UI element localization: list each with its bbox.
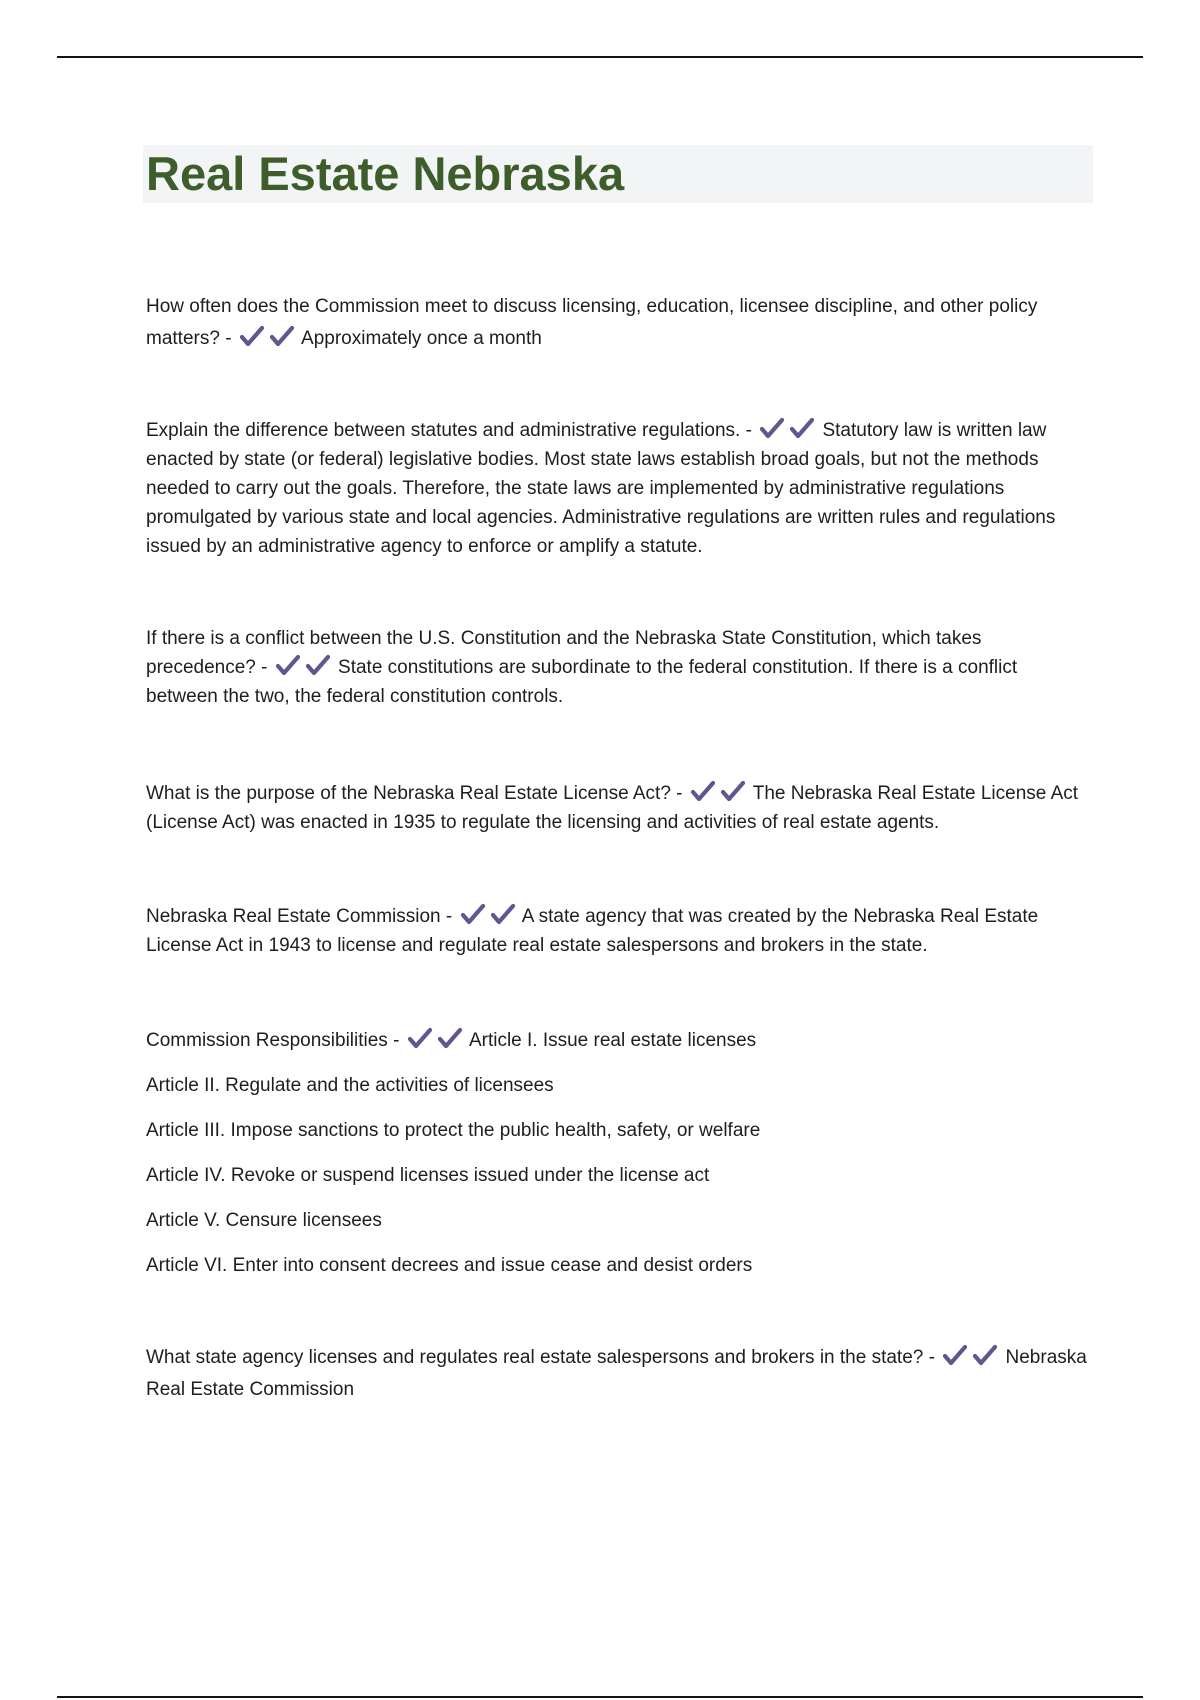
article-item: Article IV. Revoke or suspend licenses issued under the license act (146, 1165, 710, 1186)
check-mark-icon (239, 325, 265, 347)
question-text: Nebraska Real Estate Commission - (146, 906, 453, 927)
qa-item (146, 291, 1091, 355)
check-mark-icon (942, 1344, 968, 1366)
bottom-rule (57, 1696, 1143, 1698)
check-mark-icon (759, 417, 785, 439)
question-text: If there is a conflict between the U.S. Constitution and the Nebraska State Constitution, which takes precedence? - (146, 628, 982, 678)
check-mark-icon (275, 654, 301, 676)
answer-text: Approximately once a month (301, 328, 542, 349)
question-text: What is the purpose of the Nebraska Real Estate License Act? - (146, 783, 683, 804)
answer-text: State constitutions are subordinate to the federal constitution. If there is a conflict between the two, the federal constitution controls. (146, 657, 1018, 707)
check-mark-icon (720, 780, 746, 802)
qa-item (146, 1026, 1091, 1055)
check-mark-icon (305, 654, 331, 676)
check-mark-icon (460, 903, 486, 925)
check-mark-icon (269, 325, 295, 347)
answer-text: Statutory law is written law enacted by state (or federal) legislative bodies. Most state laws establish broad goals, but not the methods needed to carry out the goals. Therefore, the state laws are implemented by administrative regulations promulgated by various state and local agencies. Administrative regulations are written rules and regulations issued by an administrative agency to enforce or amplify a statute. (146, 420, 1056, 557)
qa-item (146, 902, 1091, 960)
answer-text: Nebraska Real Estate Commission (146, 1347, 1087, 1400)
article-item: Article V. Censure licensees (146, 1210, 382, 1231)
qa-item (146, 779, 1091, 837)
check-mark-icon (972, 1344, 998, 1366)
check-mark-icon (789, 417, 815, 439)
qa-item (146, 624, 1091, 711)
question-text: How often does the Commission meet to discuss licensing, education, licensee discipline, and other policy matters? - (146, 296, 1038, 349)
answer-text: Article I. Issue real estate licenses (468, 1030, 757, 1051)
check-mark-icon (690, 780, 716, 802)
answer-text: The Nebraska Real Estate License Act (License Act) was enacted in 1935 to regulate the licensing and activities of real estate agents. (146, 783, 1079, 833)
answer-text: A state agency that was created by the Nebraska Real Estate License Act in 1943 to license and regulate real estate salespersons and brokers in the state. (146, 906, 1039, 956)
article-item: Article II. Regulate and the activities of licensees (146, 1075, 554, 1096)
check-mark-icon (407, 1027, 433, 1049)
top-rule (57, 56, 1143, 58)
question-text: Commission Responsibilities - (146, 1030, 400, 1051)
question-text: What state agency licenses and regulates real estate salespersons and brokers in the state? - (146, 1347, 935, 1368)
question-text: Explain the difference between statutes and administrative regulations. - (146, 420, 752, 441)
qa-item (146, 416, 1091, 561)
check-mark-icon (490, 903, 516, 925)
article-item: Article III. Impose sanctions to protect the public health, safety, or welfare (146, 1120, 761, 1141)
article-item: Article VI. Enter into consent decrees and issue cease and desist orders (146, 1255, 753, 1276)
qa-item (146, 1342, 1091, 1406)
page-title: Real Estate Nebraska (146, 147, 625, 200)
check-mark-icon (437, 1027, 463, 1049)
